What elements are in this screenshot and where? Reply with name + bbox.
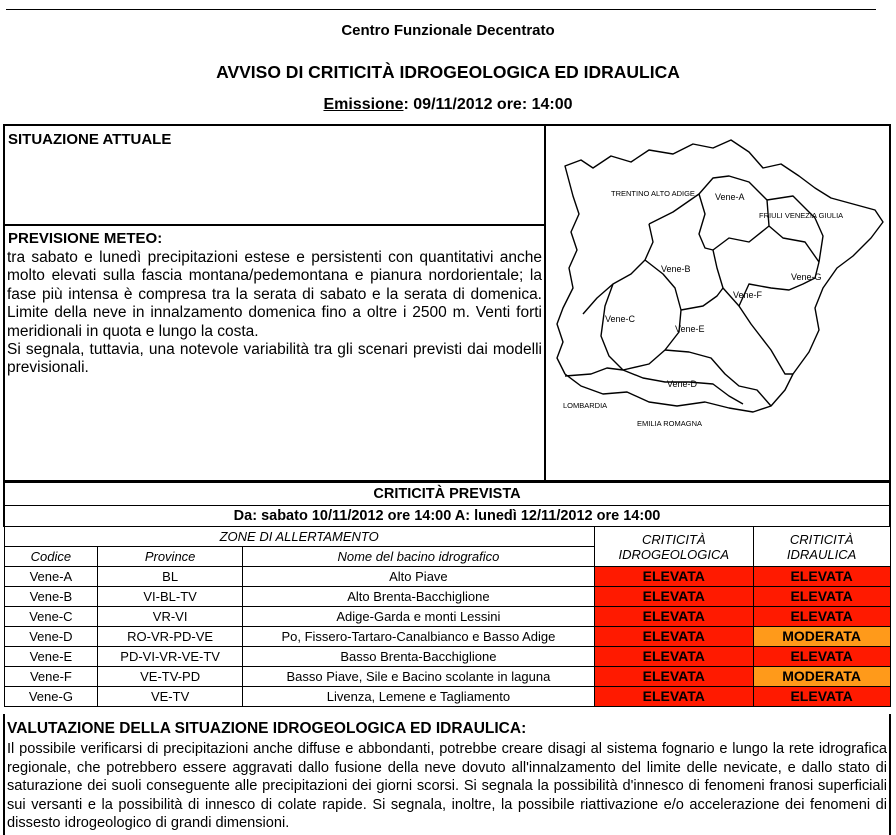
basin-name: Basso Brenta-Bacchiglione (242, 647, 594, 667)
zone-code: Vene-E (4, 647, 98, 667)
basin-name: Alto Piave (242, 567, 594, 587)
zone-provinces: VE-TV (98, 687, 243, 707)
hydraulic-level: ELEVATA (753, 687, 890, 707)
hydraulic-level: ELEVATA (753, 607, 890, 627)
hydrogeological-level: ELEVATA (594, 627, 753, 647)
zone-provinces: RO-VR-PD-VE (98, 627, 243, 647)
hydrogeological-criticality-header (594, 527, 753, 567)
hydrogeological-level: ELEVATA (594, 667, 753, 687)
basin-name: Adige-Garda e monti Lessini (242, 607, 594, 627)
alert-zones-map (553, 138, 887, 430)
map-label-vene-d: Vene-D (667, 379, 698, 389)
province-column-header: Province (98, 547, 243, 567)
zone-provinces: VE-TV-PD (98, 667, 243, 687)
hydrogeological-level: ELEVATA (594, 607, 753, 627)
document-title: AVVISO DI CRITICITÀ IDROGEOLOGICA ED IDRAULICA (216, 62, 680, 82)
zone-code: Vene-A (4, 567, 98, 587)
criticality-table (3, 482, 891, 707)
table-row (4, 667, 890, 687)
basin-column-header: Nome del bacino idrografico (242, 547, 594, 567)
weather-forecast-label: PREVISIONE METEO: (8, 230, 163, 247)
zone-provinces: VI-BL-TV (98, 587, 243, 607)
organization-name: Centro Funzionale Decentrato (341, 22, 555, 39)
idra-header-line1: CRITICITÀ (789, 531, 854, 547)
idro-header-line2: IDROGEOLOGICA (618, 546, 730, 562)
basin-name: Basso Piave, Sile e Bacino scolante in laguna (242, 667, 594, 687)
table-row (4, 567, 890, 587)
hydraulic-level: ELEVATA (753, 567, 890, 587)
evaluation-text: Il possibile verificarsi di precipitazioni anche diffuse e abbondanti, potrebbe creare disagi al sistema fognario e lungo la rete idrografica regionale, che potrebbero essere aggravati dallo fusione della neve dovuto all'innalzamento del limite delle nevicate, e dallo stato di saturazione dei suoli conseguente alle precipitazioni dei giorni scorsi. Si segnala la possibilità d'innesco di fenomeni franosi superficiali sui versanti e la possibilità di innesco di colate rapide. Si segnala, inoltre, la possibile riattivazione e/o accelerazione dei fenomeni di dissesto idrogeologico di grandi dimensioni. (7, 741, 887, 832)
hydraulic-level: MODERATA (753, 627, 890, 647)
map-label-trentino: TRENTINO ALTO ADIGE (611, 189, 695, 198)
zone-provinces: BL (98, 567, 243, 587)
hydrogeological-level: ELEVATA (594, 567, 753, 587)
zone-code: Vene-C (4, 607, 98, 627)
basin-name: Alto Brenta-Bacchiglione (242, 587, 594, 607)
current-situation-label: SITUAZIONE ATTUALE (8, 131, 172, 148)
map-label-friuli: FRIULI VENEZIA GIULIA (759, 211, 844, 220)
zone-code: Vene-G (4, 687, 98, 707)
evaluation-box-right-edge (889, 714, 891, 835)
emission-label: Emissione (323, 96, 404, 113)
map-label-vene-b: Vene-B (661, 264, 691, 274)
hydraulic-level: ELEVATA (753, 647, 890, 667)
criticality-period: Da: sabato 10/11/2012 ore 14:00 A: lunedì 12/11/2012 ore 14:00 (4, 506, 890, 527)
evaluation-box-left-edge (3, 714, 5, 835)
map-divider (544, 124, 546, 482)
zone-code: Vene-D (4, 627, 98, 647)
forecast-paragraph-2: Si segnala, tuttavia, una notevole variabilità tra gli scenari previsti dai modelli previsionali. (7, 341, 542, 377)
hydrogeological-level: ELEVATA (594, 687, 753, 707)
table-row (4, 607, 890, 627)
map-label-vene-a: Vene-A (715, 192, 745, 202)
table-row (4, 587, 890, 607)
evaluation-title: VALUTAZIONE DELLA SITUAZIONE IDROGEOLOGICA ED IDRAULICA: (7, 720, 527, 737)
idra-header-line2: IDRAULICA (786, 546, 857, 562)
zone-code: Vene-F (4, 667, 98, 687)
hydraulic-level: MODERATA (753, 667, 890, 687)
map-label-vene-c: Vene-C (605, 314, 636, 324)
zones-header: ZONE DI ALLERTAMENTO (4, 527, 594, 547)
hydrogeological-level: ELEVATA (594, 587, 753, 607)
table-row (4, 687, 890, 707)
zone-provinces: VR-VI (98, 607, 243, 627)
forecast-paragraph-1: tra sabato e lunedì precipitazioni estese e persistenti con quantitativi anche molto elevati sulla fascia montana/pedemontana e pianura nordorientale; la fase più intensa è compresa tra la serata di sabato e la serata di domenica. Limite della neve in innalzamento domenica fino a oltre i 2500 m. Venti forti meridionali in quota e lungo la costa. (7, 249, 542, 340)
section-divider (3, 224, 546, 226)
map-label-emilia: EMILIA ROMAGNA (637, 419, 703, 428)
header-rule (6, 9, 876, 10)
emission-line (0, 96, 896, 114)
criticality-title: CRITICITÀ PREVISTA (4, 483, 890, 506)
map-label-vene-e: Vene-E (675, 324, 705, 334)
basin-name: Po, Fissero-Tartaro-Canalbianco e Basso Adige (242, 627, 594, 647)
basin-name: Livenza, Lemene e Tagliamento (242, 687, 594, 707)
emission-value: : 09/11/2012 ore: 14:00 (403, 96, 573, 113)
hydrogeological-level: ELEVATA (594, 647, 753, 667)
table-row (4, 647, 890, 667)
idro-header-line1: CRITICITÀ (642, 531, 706, 547)
map-label-vene-f: Vene-F (733, 290, 763, 300)
hydraulic-criticality-header (753, 527, 890, 567)
hydraulic-level: ELEVATA (753, 587, 890, 607)
code-column-header: Codice (4, 547, 98, 567)
map-label-vene-g: Vene-G (791, 272, 822, 282)
zone-provinces: PD-VI-VR-VE-TV (98, 647, 243, 667)
map-label-lombardia: LOMBARDIA (563, 401, 608, 410)
zone-code: Vene-B (4, 587, 98, 607)
weather-forecast-text (7, 249, 542, 378)
table-row (4, 627, 890, 647)
